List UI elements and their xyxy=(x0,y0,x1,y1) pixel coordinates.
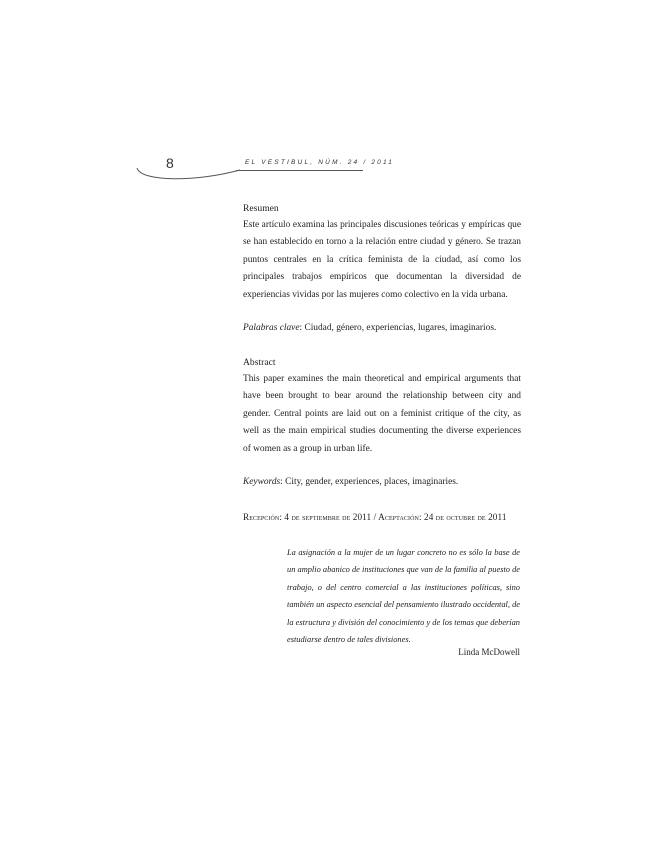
resumen-heading: Resumen xyxy=(243,203,279,214)
running-head: EL VESTIBUL, NÚM. 24 / 2011 xyxy=(245,159,395,166)
palabras-clave-label: Palabras clave xyxy=(243,323,300,333)
reception-acceptance-dates: Recepción: 4 de septiembre de 2011 / Aceptación: 24 de octubre de 2011 xyxy=(243,512,507,522)
abstract-body: This paper examines the main theoretical and empirical arguments that have been brought to bear around the relationship between city and gender. Central points are laid out on a feminist critique of the city, as well as the main empirical studies documenting the diverse experiences of women as a group in urban life. xyxy=(243,374,521,454)
keywords-label: Keywords xyxy=(243,477,281,487)
header-rule xyxy=(236,170,363,171)
epigraph-author: Linda McDowell xyxy=(458,647,520,657)
page-number: 8 xyxy=(166,155,174,171)
epigraph-quote: La asignación a la mujer de un lugar concreto no es sólo la base de un amplio abanico de instituciones que van de la familia al puesto de trabajo, o del centro comercial a las instituciones políticas, sino también un aspecto esencial del pensamiento ilustrado occidental, de la estructura y división del conocimiento y de los temas que deberían estudiarse dentro de tales divisiones. xyxy=(287,548,520,645)
abstract-heading: Abstract xyxy=(243,357,276,368)
palabras-clave xyxy=(243,323,533,333)
palabras-clave-text: : Ciudad, género, experiencias, lugares, imaginarios. xyxy=(299,323,497,333)
header-swoosh-ornament xyxy=(136,158,241,184)
keywords xyxy=(243,477,533,487)
keywords-text: : City, gender, experiences, places, imaginaries. xyxy=(280,477,459,487)
resumen-body: Este artículo examina las principales discusiones teóricas y empíricas que se han establecido en torno a la relación entre ciudad y género. Se trazan puntos centrales en la crítica feminista de la ciudad, así como los principales trabajos empíricos que documentan la diversidad de experiencias vividas por las mujeres como colectivo en la vida urbana. xyxy=(243,220,521,300)
